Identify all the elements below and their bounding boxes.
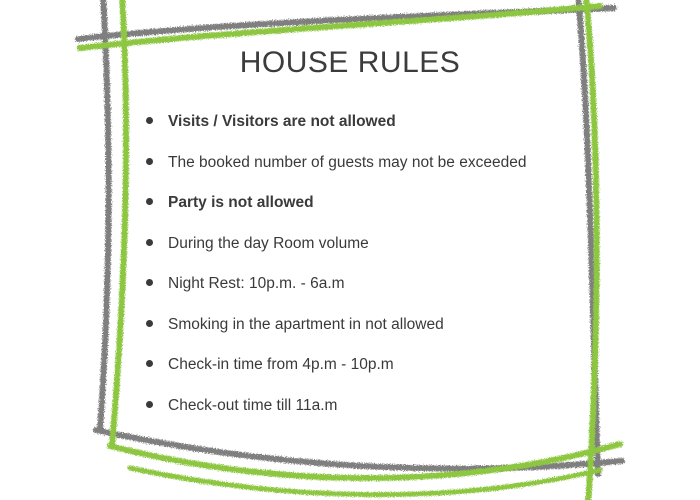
bullet-icon <box>146 279 153 286</box>
rule-text: During the day Room volume <box>168 234 369 252</box>
rule-text: Check-in time from 4p.m - 10p.m <box>168 356 394 373</box>
bullet-icon <box>146 198 153 205</box>
list-item <box>140 112 610 131</box>
list-item <box>140 234 610 253</box>
bullet-icon <box>146 401 153 408</box>
rule-text: The booked number of guests may not be exceeded <box>168 153 527 171</box>
rule-text: Check-out time till 11a.m <box>168 396 338 414</box>
house-rules-list <box>140 112 610 436</box>
list-item <box>140 153 610 172</box>
rule-text: Night Rest: 10p.m. - 6a.m <box>168 275 345 292</box>
bullet-icon <box>146 117 153 124</box>
bullet-icon <box>146 158 153 165</box>
list-item <box>140 274 610 293</box>
bullet-icon <box>146 320 153 327</box>
page-title: HOUSE RULES <box>239 46 461 79</box>
bullet-icon <box>146 360 153 367</box>
rule-text: Smoking in the apartment in not allowed <box>168 315 444 333</box>
list-item <box>140 193 610 212</box>
list-item <box>140 396 610 415</box>
list-item <box>140 355 610 374</box>
list-item <box>140 315 610 334</box>
rule-text: Party is not allowed <box>168 194 314 211</box>
rule-text: Visits / Visitors are not allowed <box>168 113 396 130</box>
bullet-icon <box>146 239 153 246</box>
